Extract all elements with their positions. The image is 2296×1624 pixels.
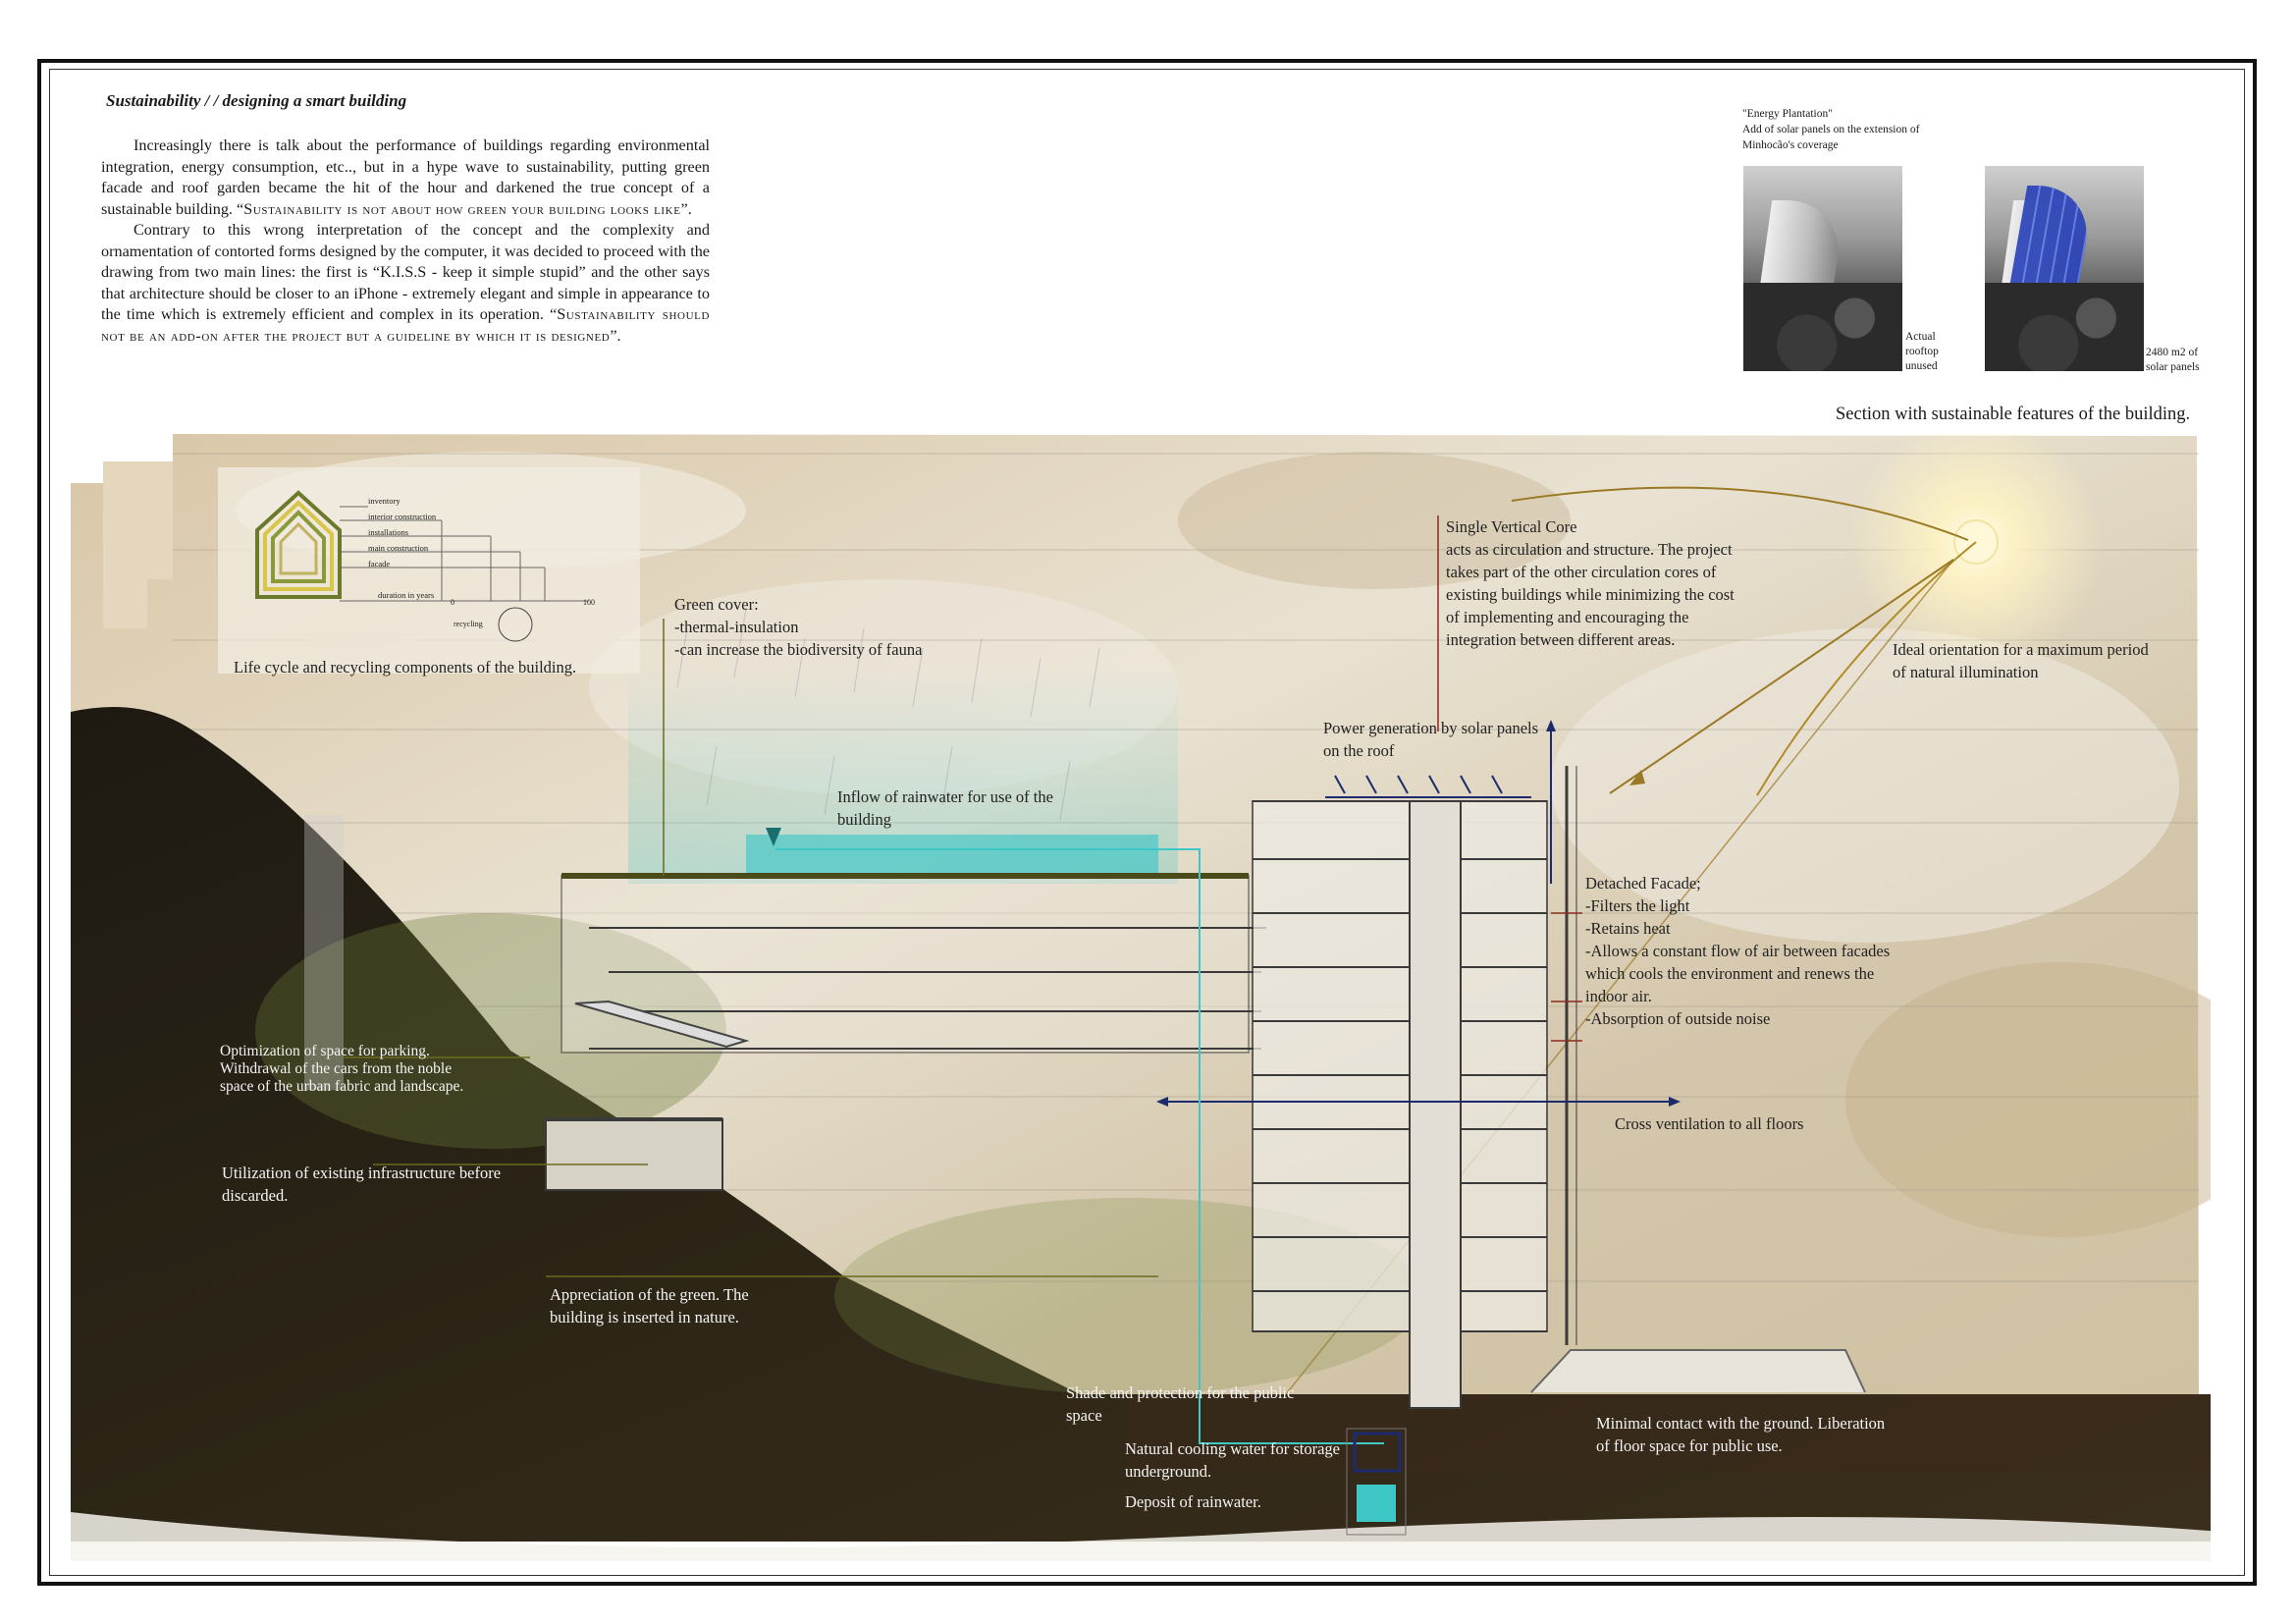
energy-plantation-label xyxy=(1742,106,1958,153)
rainwater-deposit-annotation: Deposit of rainwater. xyxy=(1125,1492,1261,1511)
life-cycle-layer-labels xyxy=(368,496,564,568)
life-cycle-recycling-label: recycling xyxy=(454,620,483,628)
life-cycle-axis-label: duration in years xyxy=(378,590,435,600)
cooling-water-annotation: Natural cooling water for storage underground. xyxy=(1125,1439,1340,1481)
life-cycle-caption: Life cycle and recycling components of the building. xyxy=(234,658,577,677)
cross-ventilation-annotation: Cross ventilation to all floors xyxy=(1615,1114,1804,1133)
vertical-core-annotation: Single Vertical Core acts as circulation and structure. The project takes part of the other circulation cores of existing buildings while minimizing the cost of implementing and encouraging the integration between different areas. xyxy=(1446,517,1735,649)
essay-emphasis-2: Sustainability should not be an add-on after the project but a guideline by which it is designed xyxy=(101,305,711,345)
infrastructure-annotation: Utilization of existing infrastructure before discarded. xyxy=(222,1164,502,1205)
section-title: Section with sustainable features of the building. xyxy=(1836,405,2191,424)
life-cycle-axis-end: 100 xyxy=(583,598,595,607)
life-cycle-layer-installations: installations xyxy=(368,527,409,537)
essay-paragraph-1: Increasingly there is talk about the performance of buildings regarding environmental integration, energy consumption, etc.., but in a hype wave to sustainability, putting green facade and roof garden became the hit of the hour and darkened the true concept of a sustainable building. “Sustainability is not about how green your building looks like”. xyxy=(101,136,710,218)
life-cycle-axis-start: 0 xyxy=(451,598,454,607)
essay-emphasis-1: Sustainability is not about how green your building looks like xyxy=(243,199,681,218)
rooftop-photo-solar xyxy=(1985,166,2144,371)
energy-plantation-subtitle: Add of solar panels on the extension of Minhocão's coverage xyxy=(1742,124,1920,151)
rainwater-inflow-annotation: Inflow of rainwater for use of the building xyxy=(837,787,1053,829)
life-cycle-layer-facade: facade xyxy=(368,559,391,568)
green-cover-annotation: Green cover: -thermal-insulation -can increase the biodiversity of fauna xyxy=(674,595,923,659)
life-cycle-layer-main: main construction xyxy=(368,543,429,553)
essay-title: Sustainability / / designing a smart building xyxy=(106,91,407,110)
rooftop-photo-actual-caption: Actual rooftop unused xyxy=(1905,331,1939,372)
life-cycle-layer-interior: interior construction xyxy=(368,512,437,521)
shade-annotation: Shade and protection for the public space xyxy=(1066,1383,1295,1425)
power-generation-annotation: Power generation by solar panels on the roof xyxy=(1323,719,1539,760)
essay-paragraph-2: Contrary to this wrong interpretation of the concept and the complexity and ornamentation of contorted forms designed by the computer, it was decided to proceed with the drawing from two main lines: the first is “K.I.S.S - keep it simple stupid” and the other says that architecture should be closer to an iPhone - extremely elegant and simple in appearance to the time which is extremely efficient and complex in its operation. “Sustainability should not be an add-on after the project but a guideline by which it is designed”. xyxy=(101,221,711,345)
orientation-annotation: Ideal orientation for a maximum period of natural illumination xyxy=(1893,640,2149,681)
life-cycle-layer-inventory: inventory xyxy=(368,496,400,506)
ground-contact-annotation: Minimal contact with the ground. Liberation of floor space for public use. xyxy=(1596,1414,1886,1455)
energy-plantation-heading: "Energy Plantation" xyxy=(1742,108,1833,120)
rooftop-photo-solar-caption: 2480 m2 of solar panels xyxy=(2146,347,2200,373)
detached-facade-annotation: Detached Facade; -Filters the light -Retains heat -Allows a constant flow of air between facades which cools the environment and renews the indoor air. -Absorption of outside noise xyxy=(1585,874,1891,1028)
green-appreciation-annotation: Appreciation of the green. The building is inserted in nature. xyxy=(550,1285,749,1326)
parking-annotation: Optimization of space for parking. Withdrawal of the cars from the noble space of the urban fabric and landscape. xyxy=(220,1043,464,1095)
rooftop-photo-actual xyxy=(1743,166,1902,371)
essay-text xyxy=(101,135,710,347)
